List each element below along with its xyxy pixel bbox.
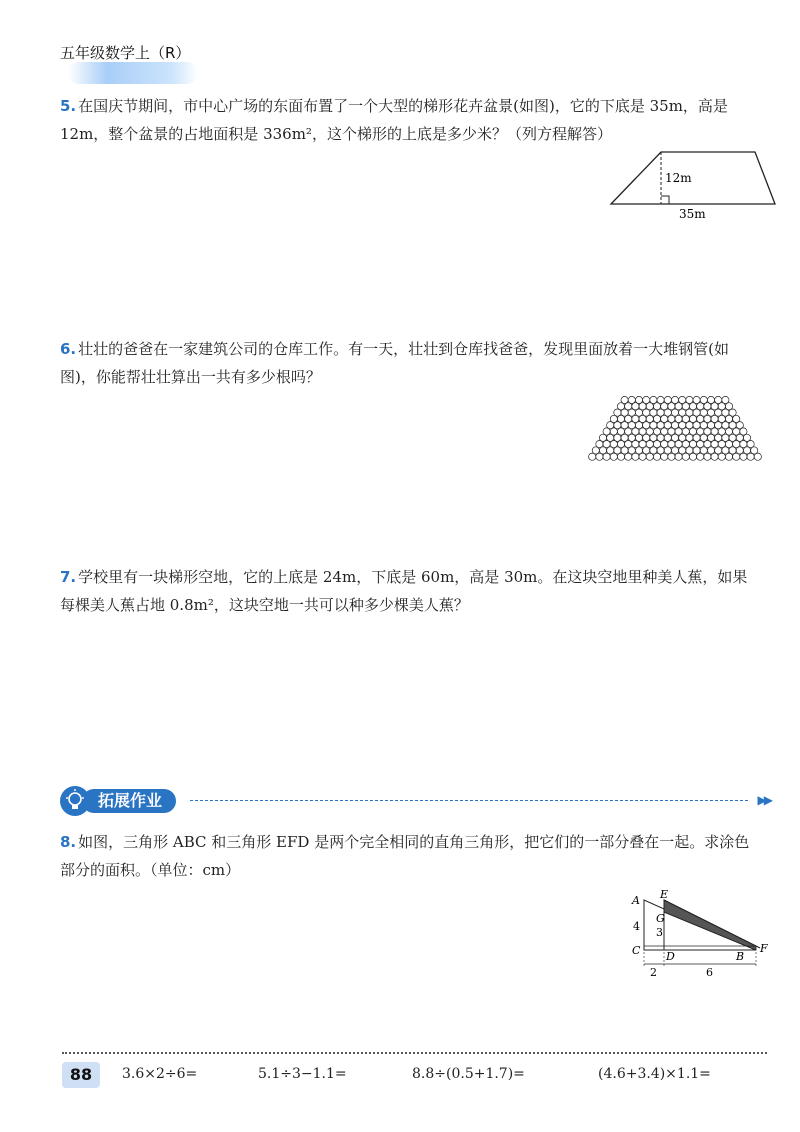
question-5 [60, 92, 760, 148]
triangle-figure [628, 888, 778, 984]
trapezoid-figure [605, 148, 785, 228]
question-6 [60, 335, 760, 391]
pipe [675, 453, 682, 460]
pipe [711, 453, 718, 460]
question-number: 7. [60, 568, 77, 586]
label-3: 3 [656, 926, 663, 939]
pipe-stack-figure [585, 394, 765, 478]
pipe [718, 453, 725, 460]
base-label: 35m [679, 207, 706, 221]
calc-3: 8.8÷(0.5+1.7)= [412, 1066, 525, 1082]
label-2: 2 [650, 966, 657, 979]
label-C: C [632, 944, 641, 957]
pipe [689, 453, 696, 460]
pipe [653, 453, 660, 460]
pipe [754, 453, 761, 460]
pipe [603, 453, 610, 460]
question-7 [60, 563, 760, 619]
pipe [661, 453, 668, 460]
pipe [596, 453, 603, 460]
label-E: E [660, 888, 669, 901]
height-label: 12m [665, 171, 692, 185]
pipe [697, 453, 704, 460]
extension-title: 拓展作业 [82, 789, 176, 813]
pipe [704, 453, 711, 460]
pipe [740, 453, 747, 460]
header-highlight [68, 62, 198, 84]
label-6: 6 [706, 966, 713, 979]
pipe [617, 453, 624, 460]
pipe [610, 453, 617, 460]
calc-4: (4.6+3.4)×1.1= [598, 1066, 711, 1082]
dashed-divider [190, 800, 748, 801]
double-arrow-icon: ▶▶ [757, 793, 770, 807]
extension-section-bar [60, 786, 770, 816]
pipe [639, 453, 646, 460]
pipe [733, 453, 740, 460]
question-text: 学校里有一块梯形空地，它的上底是 24m，下底是 60m，高是 30m。在这块空地里种美人蕉，如果每棵美人蕉占地 0.8m²，这块空地一共可以种多少棵美人蕉？ [60, 568, 748, 614]
question-number: 5. [60, 97, 77, 115]
question-text: 如图，三角形 ABC 和三角形 EFD 是两个完全相同的直角三角形，把它们的一部分叠在一起。求涂色部分的面积。（单位：cm） [60, 833, 750, 879]
label-B: B [736, 950, 745, 963]
question-text: 在国庆节期间，市中心广场的东面布置了一个大型的梯形花卉盆景(如图)，它的下底是 35m，高是 12m，整个盆景的占地面积是 336m²，这个梯形的上底是多少米？（列方程解答） [60, 97, 728, 143]
label-D: D [666, 950, 675, 963]
label-A: A [632, 894, 640, 907]
question-text: 壮壮的爸爸在一家建筑公司的仓库工作。有一天，壮壮到仓库找爸爸，发现里面放着一大堆钢管(如图)，你能帮壮壮算出一共有多少根吗？ [60, 340, 729, 386]
question-8 [60, 828, 760, 884]
pipe [668, 453, 675, 460]
label-F: F [760, 942, 768, 955]
calc-1: 3.6×2÷6= [122, 1066, 198, 1082]
pipe [589, 453, 596, 460]
footer-divider [62, 1052, 767, 1054]
label-G: G [656, 912, 665, 925]
pipe [725, 453, 732, 460]
question-number: 8. [60, 833, 77, 851]
page-number: 88 [62, 1062, 100, 1088]
pipe [682, 453, 689, 460]
lightbulb-icon [60, 786, 90, 816]
pipe [632, 453, 639, 460]
page-header: 五年级数学上（R） [60, 44, 191, 62]
pipe [747, 453, 754, 460]
label-4: 4 [633, 920, 640, 933]
pipe [625, 453, 632, 460]
question-number: 6. [60, 340, 77, 358]
pipe [646, 453, 653, 460]
calc-2: 5.1÷3−1.1= [258, 1066, 347, 1082]
